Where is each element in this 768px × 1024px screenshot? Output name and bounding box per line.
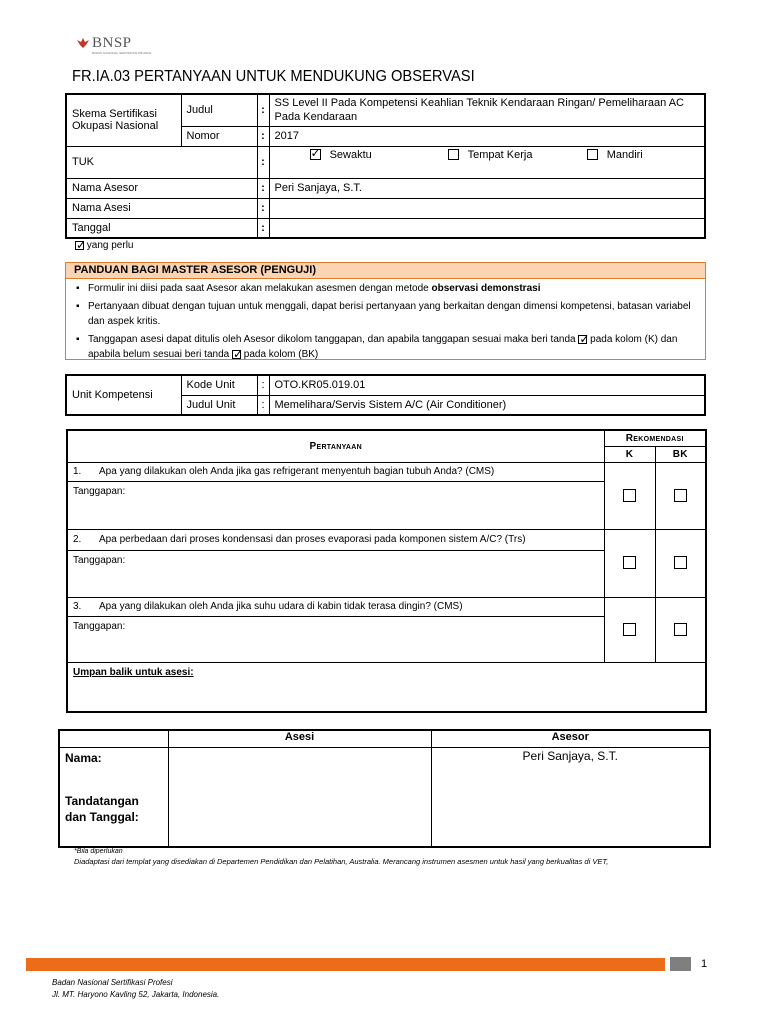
nama-label: Nama: xyxy=(65,750,102,765)
tuk-option-mandiri: Mandiri xyxy=(606,148,643,161)
asesor-value[interactable]: Peri Sanjaya, S.T. xyxy=(269,178,705,198)
tuk-option-tempat-kerja: Tempat Kerja xyxy=(467,148,533,161)
tanggal-value[interactable] xyxy=(269,218,705,238)
bnsp-logo xyxy=(76,34,156,56)
k-cell xyxy=(604,597,655,662)
logo-text: BNSP xyxy=(92,35,132,51)
k-checkbox[interactable] xyxy=(623,489,636,502)
panduan-heading: PANDUAN BAGI MASTER ASESOR (PENGUJI) xyxy=(66,263,705,279)
checkbox-tempat-kerja[interactable] xyxy=(448,149,459,160)
tuk-label: TUK xyxy=(66,146,257,178)
bk-checkbox[interactable] xyxy=(674,489,687,502)
panduan-list xyxy=(66,279,705,362)
bk-header: BK xyxy=(655,446,706,462)
checked-box-icon xyxy=(578,335,587,344)
tuk-options xyxy=(269,146,705,178)
legend-text: yang perlu xyxy=(86,240,134,251)
question-text: Apa yang dilakukan oleh Anda jika suhu udara di kabin tidak terasa dingin? (CMS) xyxy=(99,601,463,612)
judul-unit-label: Judul Unit xyxy=(181,395,257,415)
k-checkbox[interactable] xyxy=(623,623,636,636)
asesor-label: Nama Asesor xyxy=(66,178,257,198)
footer-org: Badan Nasional Sertifikasi Profesi xyxy=(52,978,173,987)
colon: : xyxy=(257,126,269,146)
question-row xyxy=(67,462,604,481)
colon: : xyxy=(257,375,269,395)
panduan-item xyxy=(74,281,697,296)
info-table xyxy=(65,93,706,239)
colon: : xyxy=(257,198,269,218)
bk-cell xyxy=(655,597,706,662)
footer-bar xyxy=(26,958,665,971)
signature-labels xyxy=(59,747,168,847)
colon: : xyxy=(257,218,269,238)
asesi-value[interactable] xyxy=(269,198,705,218)
tuk-option-sewaktu: Sewaktu xyxy=(329,148,372,161)
bk-cell xyxy=(655,529,706,597)
colon: : xyxy=(257,94,269,126)
asesor-signature-field[interactable] xyxy=(431,747,710,847)
tanggapan-field[interactable] xyxy=(67,481,604,529)
asesi-header: Asesi xyxy=(168,730,431,747)
tanggapan-label: Tanggapan: xyxy=(73,554,126,566)
k-checkbox[interactable] xyxy=(623,556,636,569)
asesi-signature-field[interactable] xyxy=(168,747,431,847)
asesor-name: Peri Sanjaya, S.T. xyxy=(522,748,618,763)
panduan-item xyxy=(74,299,697,329)
asesi-label: Nama Asesi xyxy=(66,198,257,218)
page-number: 1 xyxy=(701,958,708,970)
panduan-item-text: Formulir ini diisi pada saat Asesor akan melakukan asesmen dengan metode xyxy=(88,283,432,294)
question-row xyxy=(67,529,604,550)
footnote-source: Diadaptasi dari templat yang disediakan di Departemen Pendidikan dan Pelatihan, Australia. Merancang instrumen asesmen untuk hasil yang berkualitas di VET, xyxy=(74,857,609,866)
footnote: *Bila diperlukan xyxy=(74,848,123,855)
panduan-item-text: Tanggapan asesi dapat ditulis oleh Asesor dikolom tanggapan, dan apabila tanggapan sesuai maka beri tanda xyxy=(88,334,579,345)
garuda-icon xyxy=(76,36,90,50)
logo-tagline: BADAN NASIONAL SERTIFIKASI PROFESI xyxy=(92,51,152,55)
tanggapan-label: Tanggapan: xyxy=(73,485,126,497)
panduan-item-text: Pertanyaan dibuat dengan tujuan untuk menggali, dapat berisi pertanyaan yang berkaitan dengan dimensi kompetensi, batasan variabel dan aspek kritis. xyxy=(88,301,691,327)
nomor-value[interactable]: 2017 xyxy=(269,126,705,146)
colon: : xyxy=(257,146,269,178)
judul-label: Judul xyxy=(181,94,257,126)
checked-box-icon xyxy=(232,350,241,359)
pertanyaan-header: Pertanyaan xyxy=(67,430,604,462)
colon: : xyxy=(257,395,269,415)
questions-table xyxy=(66,429,707,713)
page-title: FR.IA.03 PERTANYAAN UNTUK MENDUKUNG OBSERVASI xyxy=(72,68,475,85)
blank-header xyxy=(59,730,168,747)
signature-table xyxy=(58,729,711,848)
skema-label: Skema Sertifikasi Okupasi Nasional xyxy=(66,94,181,146)
feedback-field[interactable] xyxy=(67,662,706,712)
unit-label: Unit Kompetensi xyxy=(66,375,181,415)
tanggal-label: Tanggal xyxy=(66,218,257,238)
question-text: Apa yang dilakukan oleh Anda jika gas refrigerant menyentuh bagian tubuh Anda? (CMS) xyxy=(99,466,495,477)
k-header: K xyxy=(604,446,655,462)
bk-checkbox[interactable] xyxy=(674,623,687,636)
kode-unit-label: Kode Unit xyxy=(181,375,257,395)
question-number: 3. xyxy=(73,601,82,612)
feedback-label: Umpan balik untuk asesi: xyxy=(73,666,194,678)
ttd-label: Tandatangan dan Tanggal: xyxy=(65,793,139,824)
bk-checkbox[interactable] xyxy=(674,556,687,569)
k-cell xyxy=(604,529,655,597)
rekomendasi-header: Rekomendasi xyxy=(604,430,706,446)
checkbox-sewaktu[interactable] xyxy=(310,149,321,160)
panduan-item-bold: observasi demonstrasi xyxy=(431,283,541,294)
kode-unit-value[interactable]: OTO.KR05.019.01 xyxy=(269,375,705,395)
bk-cell xyxy=(655,462,706,529)
k-cell xyxy=(604,462,655,529)
footer-page-marker xyxy=(670,957,691,971)
panduan-item xyxy=(74,332,697,362)
judul-unit-value[interactable]: Memelihara/Servis Sistem A/C (Air Conditioner) xyxy=(269,395,705,415)
question-text: Apa perbedaan dari proses kondensasi dan proses evaporasi pada komponen sistem A/C? (Trs) xyxy=(99,534,526,545)
tanggapan-field[interactable] xyxy=(67,616,604,662)
panduan-item-text: pada kolom (K) dan apabila belum sesuai beri tanda xyxy=(88,334,678,360)
asesor-header: Asesor xyxy=(431,730,710,747)
nomor-label: Nomor xyxy=(181,126,257,146)
unit-table xyxy=(65,374,706,416)
checked-box-icon xyxy=(75,241,84,250)
footer-address: Jl. MT. Haryono Kavling 52, Jakarta, Indonesia. xyxy=(52,990,220,999)
checkbox-mandiri[interactable] xyxy=(587,149,598,160)
question-row xyxy=(67,597,604,616)
question-number: 1. xyxy=(73,466,82,477)
panduan-box xyxy=(65,262,706,360)
legend xyxy=(75,240,133,251)
panduan-item-text: pada kolom (BK) xyxy=(240,349,319,360)
question-number: 2. xyxy=(73,534,82,545)
judul-value[interactable]: SS Level II Pada Kompetensi Keahlian Teknik Kendaraan Ringan/ Pemeliharaan AC Pada Kendaraan xyxy=(269,94,705,126)
tanggapan-field[interactable] xyxy=(67,550,604,597)
colon: : xyxy=(257,178,269,198)
tanggapan-label: Tanggapan: xyxy=(73,620,126,632)
